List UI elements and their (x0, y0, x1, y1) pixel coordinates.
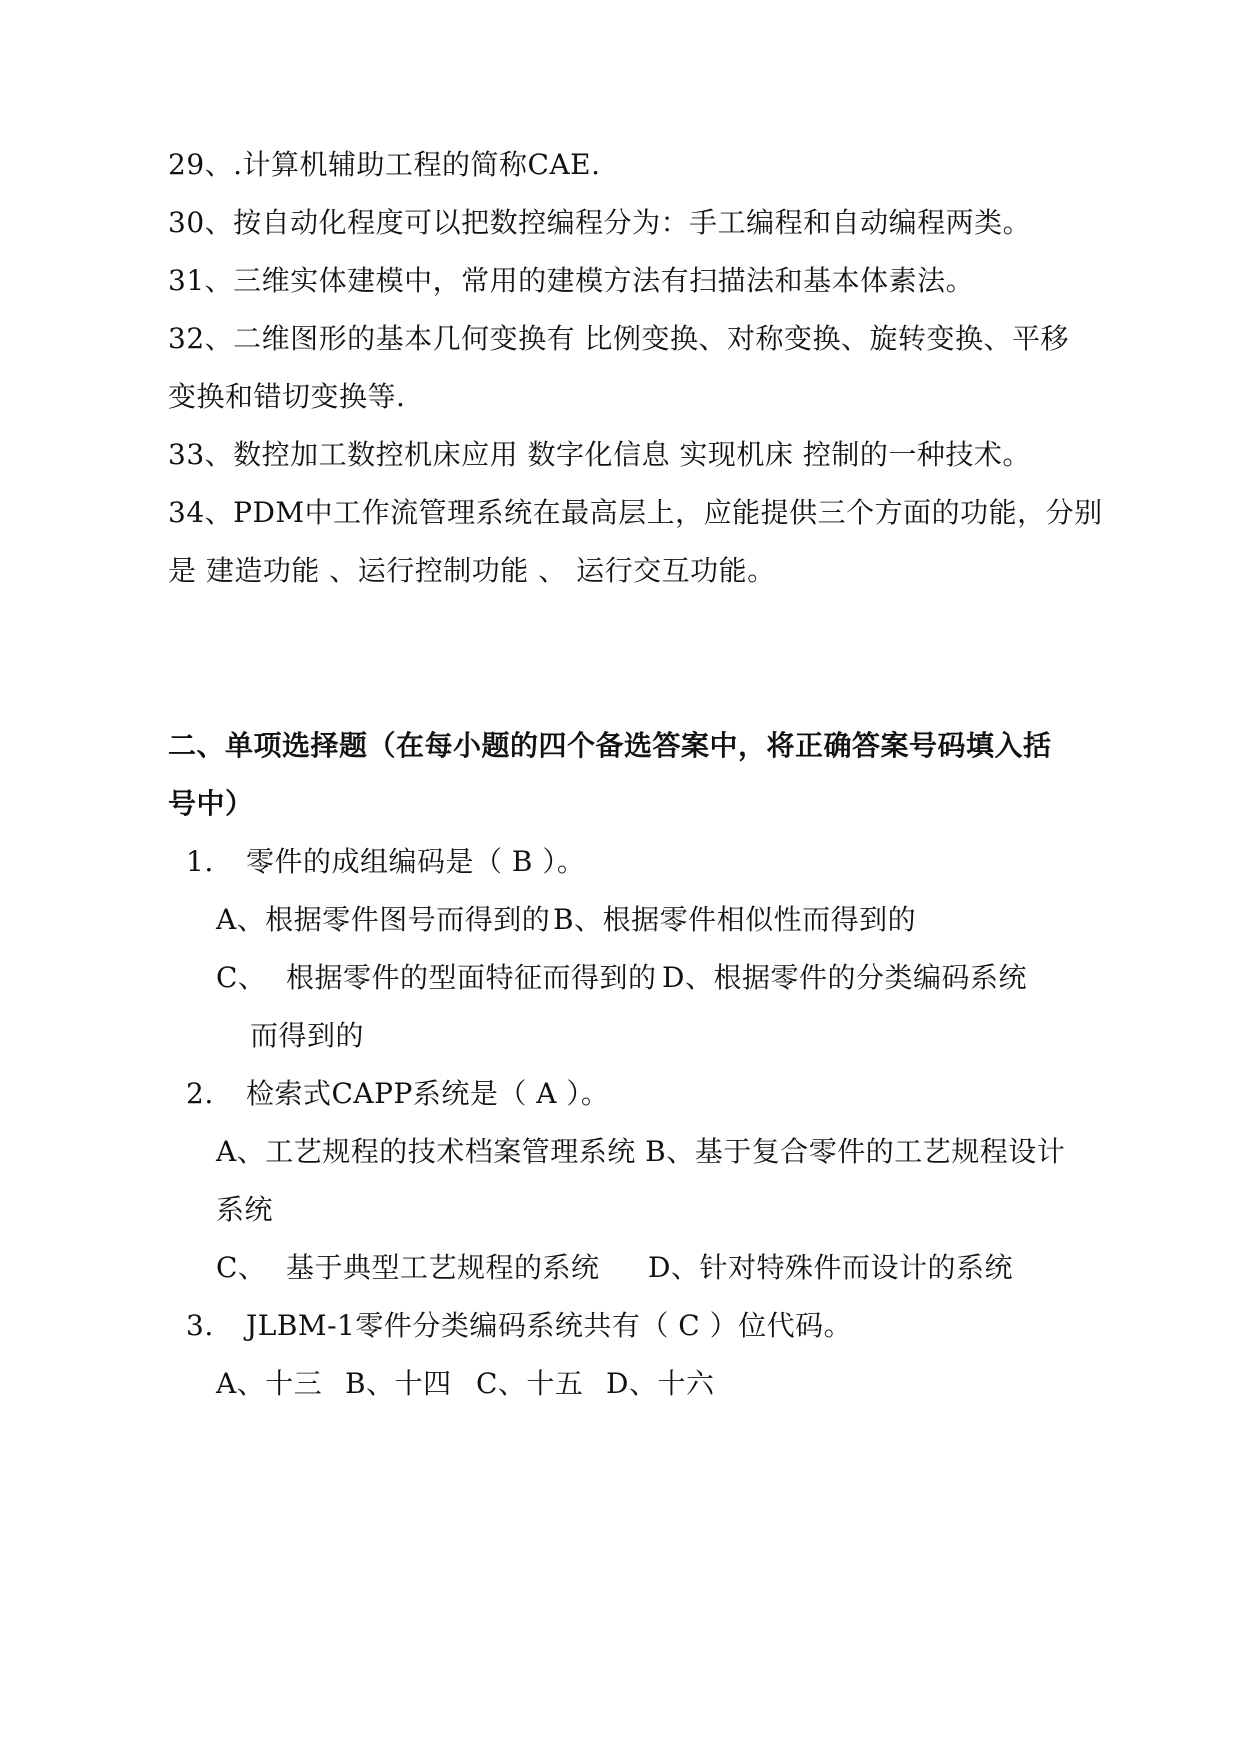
section-heading-line1: 二、单项选择题（在每小题的四个备选答案中，将正确答案号码填入括 (168, 729, 1052, 762)
mc-q3-option-c: C、十五 (476, 1367, 584, 1400)
mc-q2-option-c-label: C、 (216, 1251, 267, 1284)
mc-q1-stem: 零件的成组编码是（ B ）。 (246, 845, 586, 878)
mc-q2-option-d: D、针对特殊件而设计的系统 (648, 1251, 1013, 1284)
mc-q3-option-a: A、十三 (216, 1367, 323, 1400)
mc-q1-option-c-label: C、 (216, 961, 267, 994)
mc-q1-option-b: B、根据零件相似性而得到的 (553, 903, 917, 936)
mc-q1-option-d-continued: 而得到的 (250, 1019, 365, 1052)
mc-q2-stem: 检索式CAPP系统是（ A ）。 (246, 1077, 610, 1110)
mc-q3-stem: JLBM-1零件分类编码系统共有（ C ）位代码。 (246, 1309, 853, 1342)
mc-q1-option-c-text: 根据零件的型面特征而得到的 (286, 961, 657, 994)
fill-in-q31: 31、三维实体建模中，常用的建模方法有扫描法和基本体素法。 (168, 264, 975, 297)
mc-q3-option-d: D、十六 (606, 1367, 715, 1400)
mc-q2-option-c-text: 基于典型工艺规程的系统 (286, 1251, 600, 1284)
fill-in-q32-line1: 32、二维图形的基本几何变换有 比例变换、对称变换、旋转变换、平移 (168, 322, 1070, 355)
fill-in-q30: 30、按自动化程度可以把数控编程分为：手工编程和自动编程两类。 (168, 206, 1032, 239)
mc-q2-option-b-continued: 系统 (216, 1193, 274, 1226)
mc-q1-number: 1. (186, 845, 214, 878)
fill-in-q29: 29、.计算机辅助工程的简称CAE. (168, 148, 601, 181)
mc-q2-number: 2. (186, 1077, 214, 1110)
fill-in-q34-line1: 34、PDM中工作流管理系统在最高层上，应能提供三个方面的功能，分别 (168, 496, 1103, 529)
mc-q1-option-d: D、根据零件的分类编码系统 (662, 961, 1027, 994)
mc-q3-option-b: B、十四 (345, 1367, 452, 1400)
fill-in-q33: 33、数控加工数控机床应用 数字化信息 实现机床 控制的一种技术。 (168, 438, 1031, 471)
fill-in-q32-line2: 变换和错切变换等. (168, 380, 406, 413)
mc-q1-option-a: A、根据零件图号而得到的 (216, 903, 551, 936)
fill-in-q34-line2: 是 建造功能 、运行控制功能 、 运行交互功能。 (168, 554, 776, 587)
mc-q3-number: 3. (186, 1309, 214, 1342)
mc-q2-options-ab: A、工艺规程的技术档案管理系统 B、基于复合零件的工艺规程设计 (216, 1135, 1066, 1168)
section-heading-line2: 号中） (168, 787, 254, 820)
